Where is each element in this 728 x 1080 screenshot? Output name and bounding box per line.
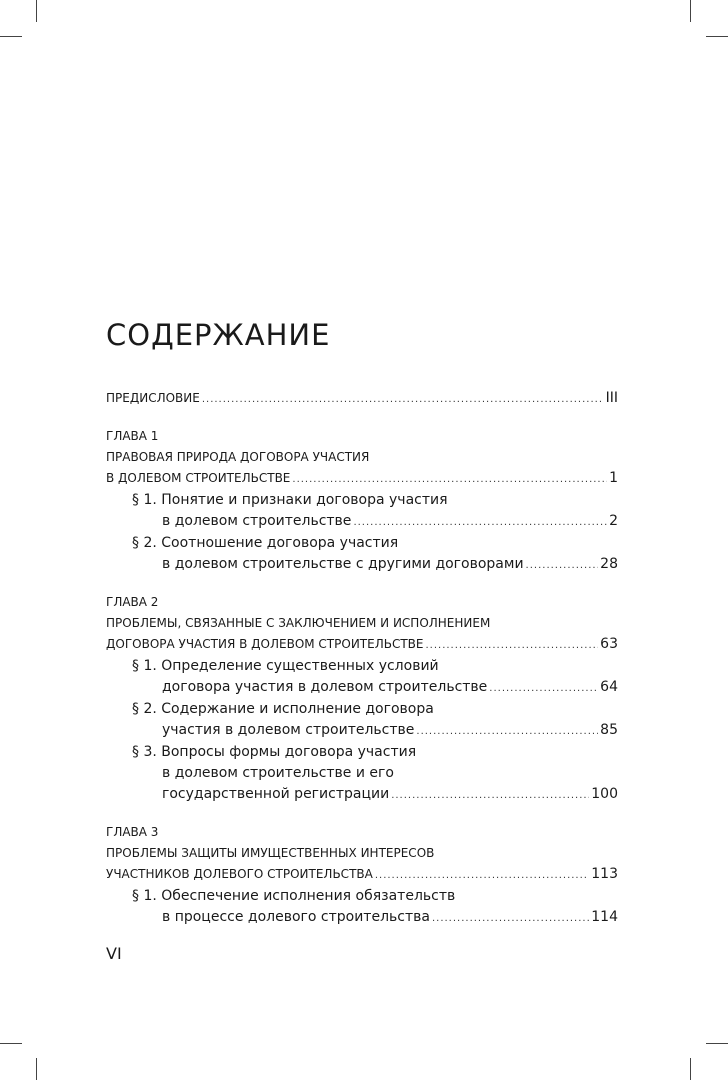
section-title-line: в долевом строительстве и его (162, 765, 394, 781)
chapter-3 (106, 822, 618, 929)
dot-leader (425, 635, 598, 656)
toc-page-number: 2 (609, 513, 618, 529)
toc-page-number: III (605, 390, 618, 406)
crop-mark-bottom-left-h (0, 1043, 22, 1044)
section-title-line: участия в долевом строительстве (162, 722, 415, 738)
section-entry[interactable] (106, 699, 618, 742)
crop-mark-bottom-left-v (36, 1058, 37, 1080)
toc-entry-preface[interactable] (106, 388, 618, 410)
chapter-title-row[interactable] (106, 468, 618, 490)
crop-mark-top-right-h (706, 36, 728, 37)
section-title-row (106, 784, 618, 806)
section-title-line: договора участия в долевом строительстве (162, 679, 488, 695)
toc-page-number: 100 (591, 786, 618, 802)
toc-page-number: 1 (609, 470, 618, 486)
dot-leader (292, 469, 607, 490)
toc-page-number: 28 (600, 556, 618, 572)
chapter-title-row[interactable] (106, 634, 618, 656)
section-title-line: в процессе долевого строительства (162, 909, 430, 925)
section-title-row (106, 511, 618, 533)
chapter-2 (106, 592, 618, 806)
section-title-line: § 1. Определение существенных условий (132, 658, 439, 674)
dot-leader (353, 512, 607, 533)
section-title-line: § 2. Соотношение договора участия (132, 535, 399, 551)
dot-leader (416, 721, 598, 742)
section-title-row (106, 907, 618, 929)
table-of-contents (106, 380, 618, 929)
section-title-line: § 1. Обеспечение исполнения обязательств (132, 888, 456, 904)
chapter-title-line: УЧАСТНИКОВ ДОЛЕВОГО СТРОИТЕЛЬСТВА (106, 867, 373, 881)
chapter-label: ГЛАВА 2 (106, 595, 159, 609)
crop-mark-top-right-v (690, 0, 691, 22)
section-title-row (106, 720, 618, 742)
toc-entry-label: ПРЕДИСЛОВИЕ (106, 391, 200, 405)
chapter-title-line: ПРОБЛЕМЫ ЗАЩИТЫ ИМУЩЕСТВЕННЫХ ИНТЕРЕСОВ (106, 846, 435, 860)
crop-mark-top-left-h (0, 36, 22, 37)
toc-page-number: 113 (591, 866, 618, 882)
section-entry[interactable] (106, 533, 618, 576)
page-title: СОДЕРЖАНИЕ (106, 318, 331, 352)
chapter-label: ГЛАВА 3 (106, 825, 159, 839)
dot-leader (391, 785, 589, 806)
chapter-title-line: ДОГОВОРА УЧАСТИЯ В ДОЛЕВОМ СТРОИТЕЛЬСТВЕ (106, 637, 424, 651)
toc-page-number: 114 (591, 909, 618, 925)
chapter-title-row[interactable] (106, 864, 618, 886)
section-title-row (106, 677, 618, 699)
section-title-line: § 1. Понятие и признаки договора участия (132, 492, 448, 508)
section-entry[interactable] (106, 886, 618, 929)
toc-page-number: 85 (600, 722, 618, 738)
section-title-line: § 2. Содержание и исполнение договора (132, 701, 434, 717)
dot-leader (202, 389, 604, 410)
dot-leader (526, 555, 599, 576)
section-title-row (106, 554, 618, 576)
dot-leader (375, 865, 589, 886)
chapter-title-line: ПРАВОВАЯ ПРИРОДА ДОГОВОРА УЧАСТИЯ (106, 450, 370, 464)
section-title-line: § 3. Вопросы формы договора участия (132, 744, 417, 760)
toc-page-number: 63 (600, 636, 618, 652)
toc-page-number: 64 (600, 679, 618, 695)
crop-mark-top-left-v (36, 0, 37, 22)
page-number: VI (106, 944, 122, 963)
section-title-line: государственной регистрации (162, 786, 390, 802)
section-title-line: в долевом строительстве (162, 513, 352, 529)
crop-mark-bottom-right-h (706, 1043, 728, 1044)
chapter-1 (106, 426, 618, 576)
dot-leader (432, 908, 589, 929)
section-entry[interactable] (106, 742, 618, 806)
chapter-title-line: В ДОЛЕВОМ СТРОИТЕЛЬСТВЕ (106, 471, 291, 485)
section-entry[interactable] (106, 490, 618, 533)
dot-leader (489, 678, 598, 699)
chapter-title-line: ПРОБЛЕМЫ, СВЯЗАННЫЕ С ЗАКЛЮЧЕНИЕМ И ИСПОЛНЕНИЕМ (106, 616, 491, 630)
section-entry[interactable] (106, 656, 618, 699)
crop-mark-bottom-right-v (690, 1058, 691, 1080)
section-title-line: в долевом строительстве с другими договорами (162, 556, 524, 572)
chapter-label: ГЛАВА 1 (106, 429, 159, 443)
